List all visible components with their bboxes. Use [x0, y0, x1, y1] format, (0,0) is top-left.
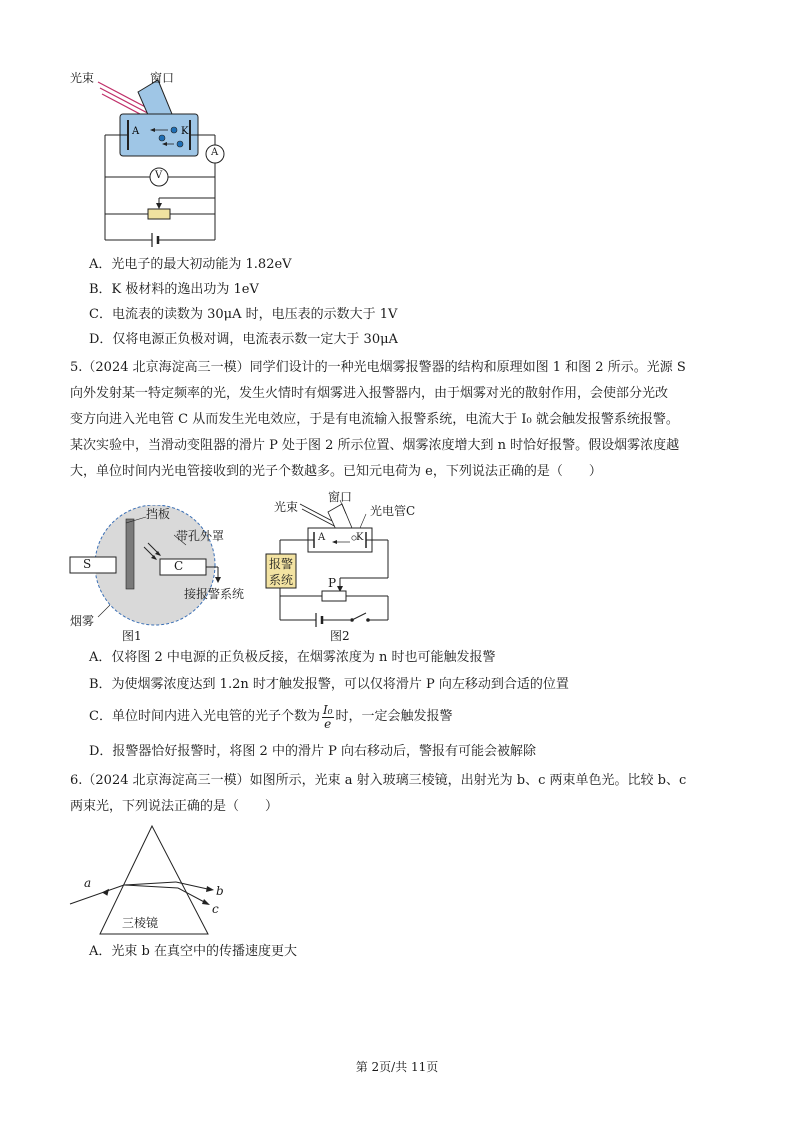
svg-text:A: A: [132, 126, 140, 137]
fig2-label-light: 光束: [274, 500, 299, 514]
q4-option-d: D．仅将电源正负极对调，电流表示数一定大于 30μA: [89, 332, 398, 347]
fraction-numerator: I₀: [322, 702, 333, 717]
prism-label-c: c: [212, 902, 219, 916]
svg-text:K: K: [181, 126, 189, 137]
q5-option-c-prefix: C．单位时间内进入光电管的光子个数为: [89, 709, 320, 724]
fig1-label-baffle: 挡板: [146, 507, 171, 521]
label-light-beam: 光束: [70, 71, 95, 85]
label-window: 窗口: [150, 71, 175, 85]
fig1-label-to-alarm: 接报警系统: [184, 587, 245, 601]
fig2-alarm-label-1: 报警: [269, 557, 294, 571]
q5-option-b: B．为使烟雾浓度达到 1.2n 时才触发报警，可以仅将滑片 P 向左移动到合适的位置: [89, 677, 569, 692]
fig2-label-p: P: [328, 576, 337, 590]
q5-stem-line-4: 某次实验中，当滑动变阻器的滑片 P 处于图 2 所示位置、烟雾浓度增大到 n 时恰好报警。假设烟雾浓度越: [70, 438, 680, 453]
q6-figure-prism: [66, 822, 236, 937]
q4-option-a: A．光电子的最大初动能为 1.82eV: [89, 257, 292, 272]
ammeter-symbol: A: [211, 147, 219, 158]
q6-stem-line-2: 两束光，下列说法正确的是（ ）: [70, 799, 279, 814]
fig2-caption: 图2: [330, 629, 350, 643]
q5-option-a: A．仅将图 2 中电源的正负极反接，在烟雾浓度为 n 时也可能触发报警: [89, 650, 496, 665]
prism-label-a: a: [84, 876, 92, 890]
q5-option-c: [89, 700, 453, 734]
q5-stem-line-3: 变方向进入光电管 C 从而发生光电效应，于是有电流输入报警系统，电流大于 I₀ 就会触发报警系统报警。: [70, 412, 679, 427]
q6-stem-line-1: 6.（2024 北京海淀高三一模）如图所示，光束 a 射入玻璃三棱镜，出射光为 b、c 两束单色光。比较 b、c: [70, 773, 687, 788]
fig1-caption: 图1: [122, 629, 142, 643]
fig2-label-tube: 光电管C: [370, 504, 416, 518]
q6-option-a: A．光束 b 在真空中的传播速度更大: [89, 944, 297, 959]
fig1-label-c: C: [174, 559, 184, 573]
q5-option-d: D．报警器恰好报警时，将图 2 中的滑片 P 向右移动后，警报有可能会被解除: [89, 744, 536, 759]
fig2-label-a: A: [318, 532, 326, 543]
fig1-label-smoke: 烟雾: [70, 614, 95, 628]
q5-stem-line-1: 5.（2024 北京海淀高三一模）同学们设计的一种光电烟雾报警器的结构和原理如图 1 和图 2 所示。光源 S: [70, 360, 686, 375]
q5-figure-2: [262, 488, 432, 645]
q4-option-b: B．K 极材料的逸出功为 1eV: [89, 282, 259, 297]
smoke-detector-diagram: [68, 505, 258, 645]
fig1-label-cover: 带孔外罩: [176, 529, 225, 543]
fig1-label-s: S: [83, 557, 92, 571]
prism-label-b: b: [216, 884, 224, 898]
voltmeter-symbol: V: [155, 170, 163, 181]
q5-option-c-fraction: [322, 704, 334, 731]
q5-figure-1: [68, 505, 258, 645]
fig2-label-window: 窗口: [328, 490, 353, 504]
q5-stem-line-5: 大，单位时间内光电管接收到的光子个数越多。已知元电荷为 e，下列说法正确的是（ ）: [70, 464, 602, 479]
fig2-alarm-label-2: 系统: [269, 573, 294, 587]
page-footer: 第 2页/共 11页: [355, 1060, 439, 1074]
q5-stem-line-2: 向外发射某一特定频率的光，发生火情时有烟雾进入报警器内，由于烟雾对光的散射作用，会使部分光改: [70, 386, 669, 401]
q5-option-c-suffix: 时，一定会触发报警: [335, 709, 453, 724]
prism-label-name: 三棱镜: [122, 916, 159, 930]
fig2-label-k: K: [356, 532, 364, 543]
q4-option-c: C．电流表的读数为 30μA 时，电压表的示数大于 1V: [89, 307, 398, 322]
fraction-denominator: e: [324, 716, 332, 731]
